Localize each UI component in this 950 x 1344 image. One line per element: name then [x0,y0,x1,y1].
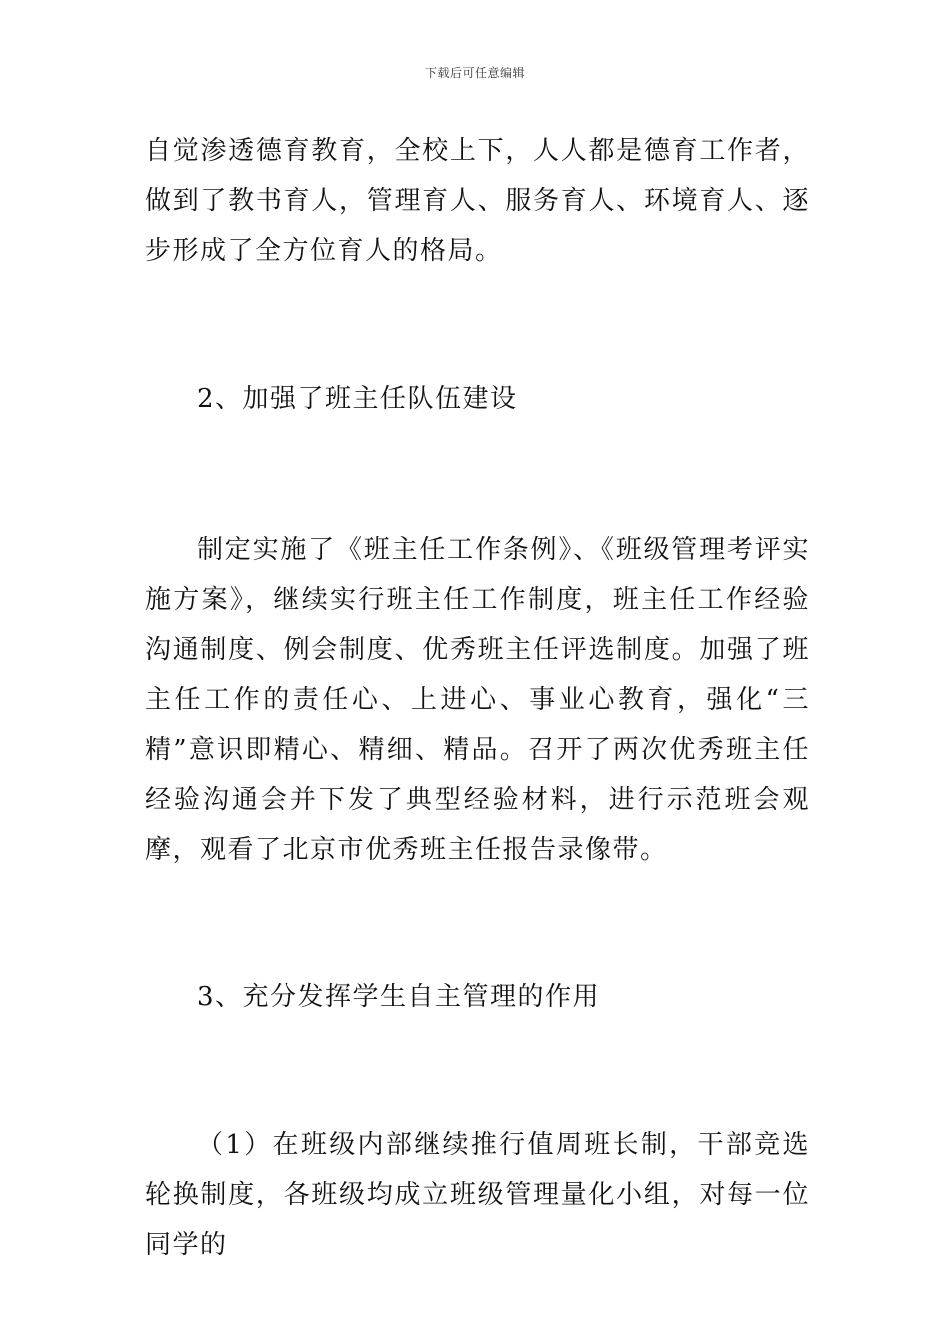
section-heading-2: 2、加强了班主任队伍建设 [197,384,518,414]
paragraph-student-management: （1）在班级内部继续推行值周班长制，干部竞选轮换制度，各班级均成立班级管理量化小组，对每一位同学的 [145,1130,810,1260]
paragraph-class-teacher: 制定实施了《班主任工作条例》、《班级管理考评实施方案》，继续实行班主任工作制度，班主任工作经验沟通制度、例会制度、优秀班主任评选制度。加强了班主任工作的责任心、上进心、事业心教育，强化“三精”意识即精心、精细、精品。召开了两次优秀班主任经验沟通会并下发了典型经验材料，进行示范班会观摩，观看了北京市优秀班主任报告录像带。 [145,535,810,865]
page-header-note: 下载后可任意编辑 [424,66,525,80]
section-heading-3: 3、充分发挥学生自主管理的作用 [197,982,601,1012]
paragraph-moral-education: 自觉渗透德育教育，全校上下，人人都是德育工作者，做到了教书育人，管理育人、服务育人、环境育人、逐步形成了全方位育人的格局。 [145,136,810,266]
